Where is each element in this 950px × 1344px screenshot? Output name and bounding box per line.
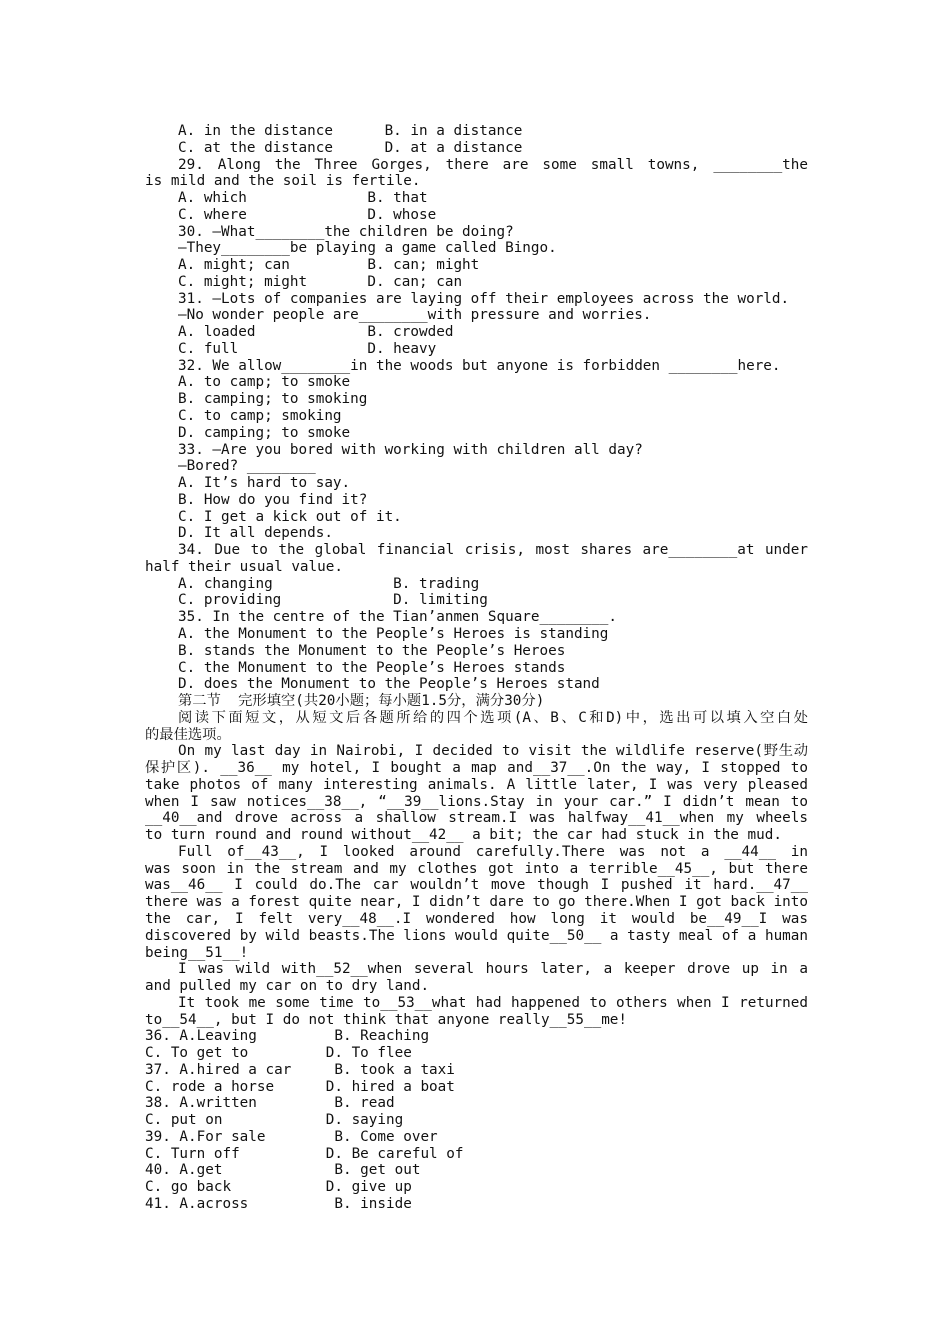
text-line: B. camping; to smoking xyxy=(178,391,368,408)
text-line: 39. A.For sale B. Come over xyxy=(145,1128,438,1145)
text-line: C. rode a horse D. hired a boat xyxy=(145,1078,455,1095)
text-line: half their usual value. xyxy=(145,558,343,575)
text-line: 40. A.get B. get out xyxy=(145,1162,421,1179)
text-line: —No wonder people are________with pressure and worries. xyxy=(178,307,652,324)
text-line: A. changing B. trading xyxy=(178,575,480,592)
text-line: C. put on D. saying xyxy=(145,1112,404,1129)
text-line: D. does the Monument to the People’s Heroes stand xyxy=(178,676,600,693)
text-line: 31. —Lots of companies are laying off their employees across the world. xyxy=(178,290,790,307)
text-line: was soon in the stream and my clothes got into a terrible__45__, but there xyxy=(145,860,808,877)
text-line: D. It all depends. xyxy=(178,525,333,542)
text-line: 41. A.across B. inside xyxy=(145,1196,412,1212)
text-line: D. camping; to smoke xyxy=(178,424,351,441)
text-line: and pulled my car on to dry land. xyxy=(145,978,430,995)
text-line: __40__and drove across a shallow stream.I was halfway__41__when my wheels xyxy=(145,810,808,827)
text-line: C. Turn off D. Be careful of xyxy=(145,1145,464,1162)
text-line: the car, I felt very__48__.I wondered how long it would be__49__I was xyxy=(145,910,808,927)
text-line: A. which B. that xyxy=(178,190,428,207)
text-line: is mild and the soil is fertile. xyxy=(145,173,421,190)
text-line: to__54__, but I do not think that anyone really__55__me! xyxy=(145,1011,628,1028)
text-line: C. To get to D. To flee xyxy=(145,1045,412,1062)
text-line: 32. We allow________in the woods but anyone is forbidden ________here. xyxy=(178,357,781,374)
text-line: C. providing D. limiting xyxy=(178,592,488,609)
text-line: 36. A.Leaving B. Reaching xyxy=(145,1028,430,1045)
text-line: C. go back D. give up xyxy=(145,1179,412,1196)
text-line: take photos of many interesting animals. A little later, I was very pleased xyxy=(145,776,808,793)
text-line: B. How do you find it? xyxy=(178,491,368,508)
text-line: I was wild with__52__when several hours later, a keeper drove up in a xyxy=(178,961,808,978)
text-line: to turn round and round without__42__ a bit; the car had stuck in the mud. xyxy=(145,827,782,844)
text-line: C. to camp; smoking xyxy=(178,408,342,425)
text-line: A. the Monument to the People’s Heroes is standing xyxy=(178,625,609,642)
text-line: 35. In the centre of the Tian’anmen Square________. xyxy=(178,609,617,626)
text-line: 33. —Are you bored with working with children all day? xyxy=(178,441,643,458)
text-line: C. where D. whose xyxy=(178,206,437,223)
text-line: C. the Monument to the People’s Heroes stands xyxy=(178,659,566,676)
text-line: C. at the distance D. at a distance xyxy=(178,139,523,156)
text-line: was__46__ I could do.The car wouldn’t move though I pushed it hard.__47__ xyxy=(145,877,808,894)
text-line: On my last day in Nairobi, I decided to visit the wildlife reserve(野生动 xyxy=(178,743,808,760)
text-line: 29. Along the Three Gorges, there are some small towns, ________the xyxy=(178,156,808,173)
text-line: 第二节 完形填空(共20小题；每小题1.5分，满分30分) xyxy=(178,693,545,710)
text-line: 阅读下面短文，从短文后各题所给的四个选项(A、B、C和D)中，选出可以填入空白处 xyxy=(178,709,808,726)
text-line: 的最佳选项。 xyxy=(145,726,231,743)
text-line: A. in the distance B. in a distance xyxy=(178,123,523,139)
text-line: A. It’s hard to say. xyxy=(178,475,351,492)
text-line: discovered by wild beasts.The lions would quite__50__ a tasty meal of a human xyxy=(145,927,808,944)
text-line: A. loaded B. crowded xyxy=(178,324,454,341)
text-line: Full of__43__, I looked around carefully.There was not a __44__ in xyxy=(178,843,808,860)
text-line: 37. A.hired a car B. took a taxi xyxy=(145,1061,455,1078)
text-line: A. might; can B. can; might xyxy=(178,257,480,274)
text-line: there was a forest quite near, I didn’t dare to go there.When I got back into xyxy=(145,894,808,911)
text-line: 38. A.written B. read xyxy=(145,1095,395,1112)
document-page xyxy=(145,123,808,1213)
text-line: when I saw notices__38__, “__39__lions.Stay in your car.” I didn’t mean to xyxy=(145,793,808,810)
text-line: C. full D. heavy xyxy=(178,340,437,357)
text-line: 30. —What________the children be doing? xyxy=(178,223,514,240)
text-line: 保护区). __36__ my hotel, I bought a map and__37__.On the way, I stopped to xyxy=(145,760,808,777)
text-line: —They________be playing a game called Bingo. xyxy=(178,240,557,257)
text-line: A. to camp; to smoke xyxy=(178,374,351,391)
text-line: C. I get a kick out of it. xyxy=(178,508,402,525)
text-line: 34. Due to the global financial crisis, most shares are________at under xyxy=(178,542,808,559)
text-line: —Bored? ________ xyxy=(178,458,316,475)
text-line: being__51__! xyxy=(145,944,249,961)
text-line: B. stands the Monument to the People’s Heroes xyxy=(178,642,566,659)
text-line: C. might; might D. can; can xyxy=(178,273,463,290)
text-line: It took me some time to__53__what had happened to others when I returned xyxy=(178,994,808,1011)
